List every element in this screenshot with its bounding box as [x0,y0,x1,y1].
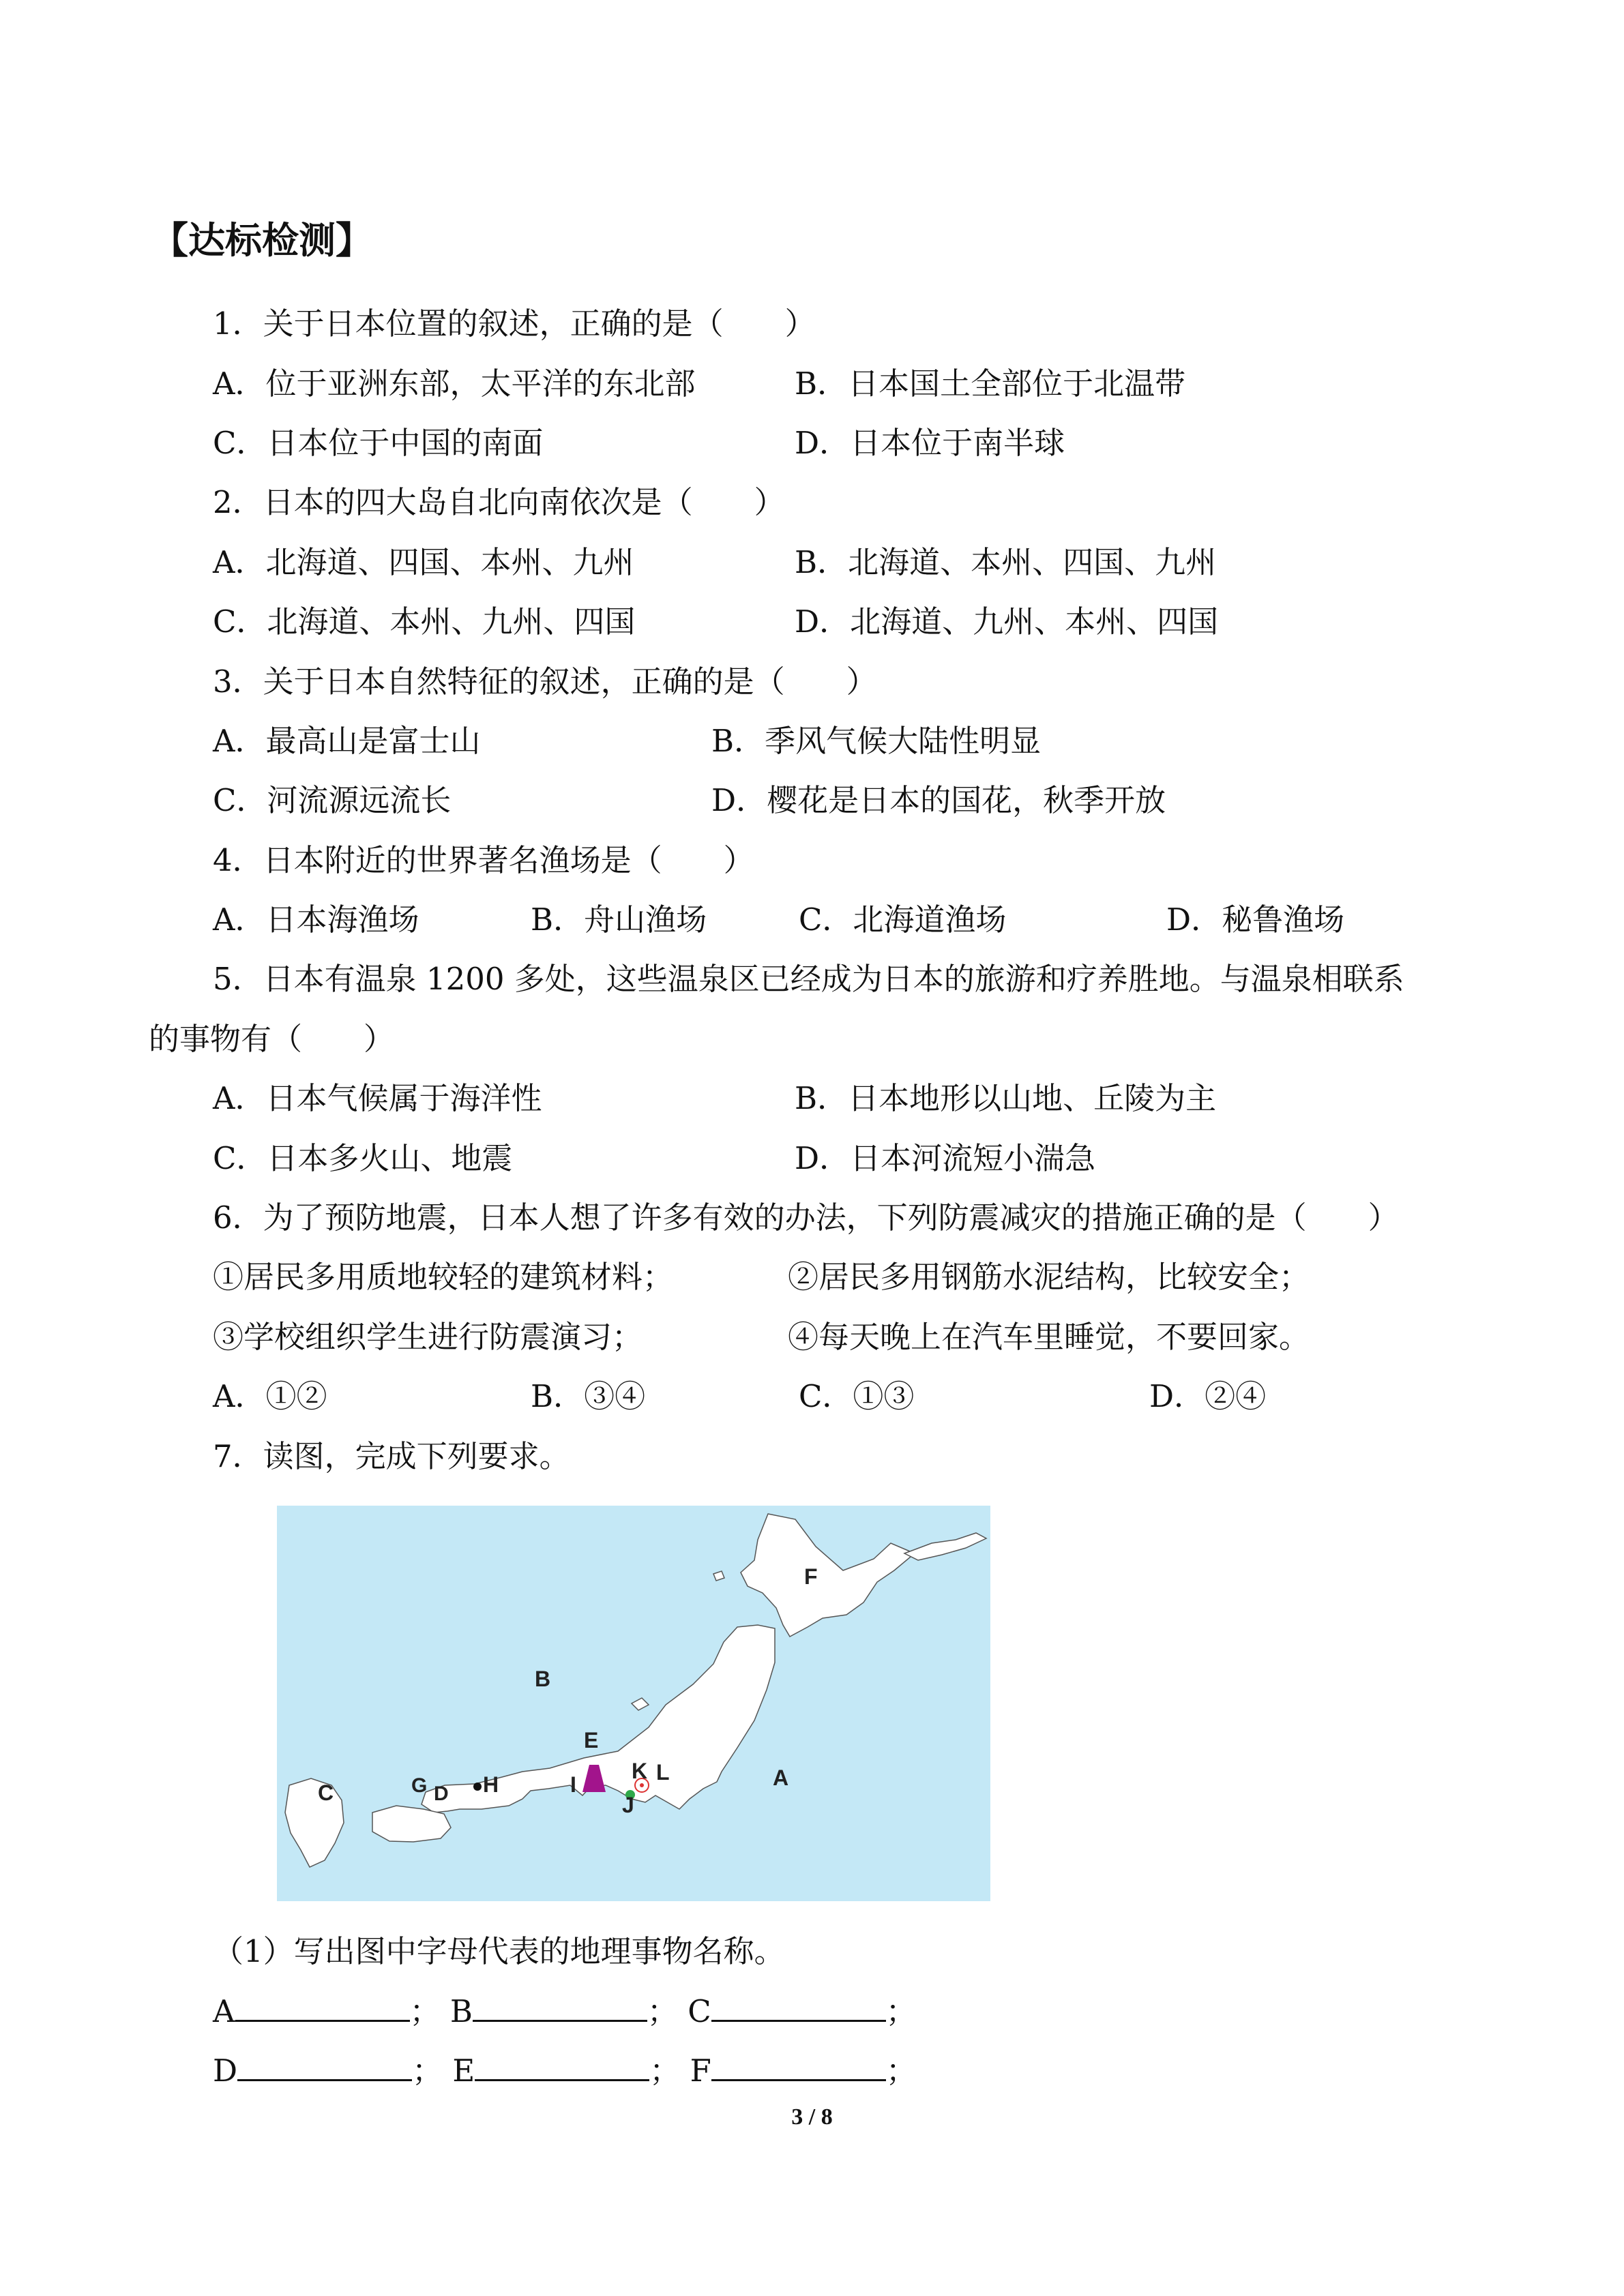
section-heading: 【达标检测】 [151,219,372,262]
question-1-option-d: D．日本位于南半球 [795,425,1065,461]
fill-letter-b: B [449,1993,473,2029]
page-number: 3 / 8 [791,2104,833,2130]
question-6-option-a: A．①② [213,1378,327,1414]
map-label-l: L [656,1760,670,1785]
question-3-option-b: B．季风气候大陆性明显 [711,723,1042,759]
question-1-stem: 1．关于日本位置的叙述，正确的是（ ） [213,305,816,342]
question-1-option-a: A．位于亚洲东部，太平洋的东北部 [213,366,696,402]
question-4-option-c: C．北海道渔场 [799,901,1007,938]
question-6-option-d: D．②④ [1149,1378,1267,1414]
black-dot-h [473,1783,482,1791]
map-label-d: D [434,1783,449,1805]
question-4-option-b: B．舟山渔场 [531,901,707,938]
fill-letter-e: E [452,2053,475,2089]
question-2-option-d: D．北海道、九州、本州、四国 [795,603,1219,640]
question-3-option-d: D．樱花是日本的国花，秋季开放 [711,782,1166,818]
question-3-stem: 3．关于日本自然特征的叙述，正确的是（ ） [213,664,877,700]
map-label-g: G [411,1774,428,1797]
fill-letter-c: C [688,1993,711,2029]
answer-blank-d[interactable] [237,2052,412,2081]
question-3-option-a: A．最高山是富士山 [213,723,481,759]
question-1-option-c: C．日本位于中国的南面 [213,425,544,461]
fill-letter-d: D [213,2053,238,2089]
map-label-c: C [318,1780,334,1805]
answer-blank-a[interactable] [235,1993,410,2022]
map-label-h: H [483,1772,499,1797]
question-5-stem-line1: 5．日本有温泉 1200 多处，这些温泉区已经成为日本的旅游和疗养胜地。与温泉相联系 [213,961,1404,997]
question-7-stem: 7．读图，完成下列要求。 [213,1438,570,1474]
question-2-option-a: A．北海道、四国、本州、九州 [213,544,634,580]
answer-blank-f[interactable] [711,2052,886,2081]
question-3-option-c: C．河流源远流长 [213,782,452,818]
question-6-statement-4: ④每天晚上在汽车里睡觉，不要回家。 [788,1319,1310,1355]
question-5-option-d: D．日本河流短小湍急 [795,1140,1096,1176]
question-5-option-a: A．日本气候属于海洋性 [213,1080,542,1116]
fill-row-1: A ； B ； C ； [213,1993,917,2029]
map-label-i: I [570,1772,576,1797]
question-5-option-c: C．日本多火山、地震 [213,1140,513,1176]
question-4-option-a: A．日本海渔场 [213,901,419,938]
question-2-stem: 2．日本的四大岛自北向南依次是（ ） [213,484,785,520]
answer-blank-c[interactable] [711,1993,886,2022]
answer-blank-b[interactable] [473,1993,647,2022]
question-7-sub1: （1）写出图中字母代表的地理事物名称。 [213,1933,785,1969]
question-6-stem: 6．为了预防地震，日本人想了许多有效的办法，下列防震减灾的措施正确的是（ ） [213,1199,1399,1236]
fill-letter-a: A [213,1993,235,2029]
map-label-b: B [535,1667,551,1691]
question-6-option-c: C．①③ [799,1378,915,1414]
answer-blank-e[interactable] [475,2052,649,2081]
question-6-statement-1: ①居民多用质地较轻的建筑材料； [213,1259,674,1295]
question-6-statement-3: ③学校组织学生进行防震演习； [213,1319,643,1355]
map-label-j: J [622,1793,634,1817]
question-2-option-c: C．北海道、本州、九州、四国 [213,603,636,640]
question-5-option-b: B．日本地形以山地、丘陵为主 [795,1080,1217,1116]
question-6-option-b: B．③④ [531,1378,646,1414]
question-4-option-d: D．秘鲁渔场 [1166,901,1345,938]
question-2-option-b: B．北海道、本州、四国、九州 [795,544,1217,580]
fill-row-2: D ； E ； F ； [213,2053,917,2089]
question-6-statement-2: ②居民多用钢筋水泥结构，比较安全； [788,1259,1310,1295]
map-label-k: K [632,1759,648,1783]
fill-letter-f: F [690,2053,711,2089]
map-label-e: E [584,1728,599,1753]
map-label-a: A [773,1765,789,1790]
question-5-stem-line2: 的事物有（ ） [149,1021,395,1057]
japan-map [277,1506,990,1901]
question-1-option-b: B．日本国土全部位于北温带 [795,366,1186,402]
question-4-stem: 4．日本附近的世界著名渔场是（ ） [213,842,754,878]
map-label-f: F [804,1564,818,1589]
